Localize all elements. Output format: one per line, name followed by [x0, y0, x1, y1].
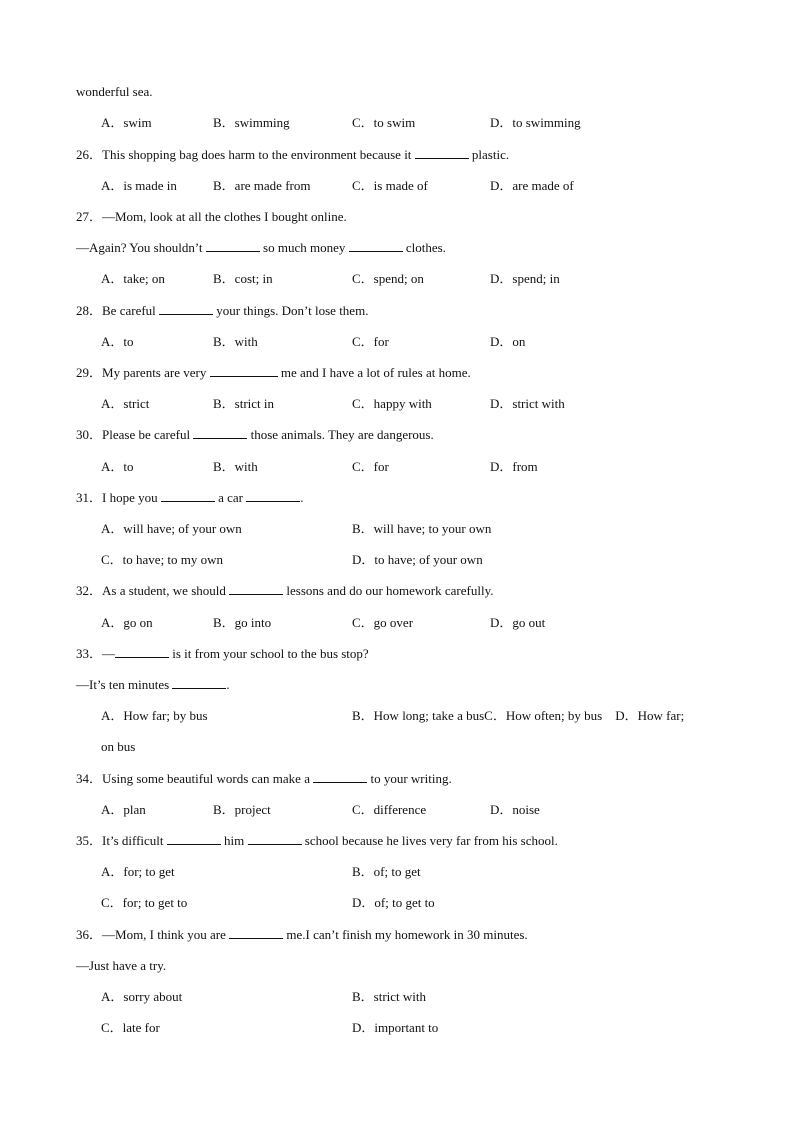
- answer-blank: [161, 490, 215, 502]
- q27-option-d: D．spend; in: [490, 271, 560, 286]
- q25-option-b: B．swimming: [213, 115, 290, 130]
- answer-blank: [313, 771, 367, 783]
- q27-question-line2: —Again? You shouldn’t so much money clothes.: [76, 240, 446, 255]
- q29-option-a: A．strict: [101, 396, 150, 411]
- q26-option-c: C．is made of: [352, 178, 428, 193]
- q36-option-c: C．late for: [101, 1020, 160, 1035]
- q36-question-line1: 36．—Mom, I think you are me.I can’t finish my homework in 30 minutes.: [76, 927, 528, 942]
- q29-option-b: B．strict in: [213, 396, 275, 411]
- q29-option-d: D．strict with: [490, 396, 565, 411]
- q25-continuation: wonderful sea.: [76, 84, 153, 99]
- q32-question: 32．As a student, we should lessons and do our homework carefully.: [76, 583, 494, 598]
- q31-option-d: D．to have; of your own: [352, 552, 483, 567]
- q34-option-b: B．project: [213, 802, 271, 817]
- q26-option-d: D．are made of: [490, 178, 574, 193]
- q31-option-c: C．to have; to my own: [101, 552, 224, 567]
- answer-blank: [193, 427, 247, 439]
- q36-option-a: A．sorry about: [101, 989, 183, 1004]
- q29-option-c: C．happy with: [352, 396, 432, 411]
- answer-blank: [172, 677, 226, 689]
- q31-question: 31．I hope you a car .: [76, 490, 304, 505]
- q35-question: 35．It’s difficult him school because he lives very far from his school.: [76, 833, 558, 848]
- q27-option-c: C．spend; on: [352, 271, 424, 286]
- answer-blank: [349, 240, 403, 252]
- q33-option-a: A．How far; by bus: [101, 708, 208, 723]
- q28-option-c: C．for: [352, 334, 389, 349]
- q28-option-a: A．to: [101, 334, 134, 349]
- q33-question-line1: 33．— is it from your school to the bus stop?: [76, 646, 369, 661]
- q30-option-d: D．from: [490, 459, 538, 474]
- q26-option-b: B．are made from: [213, 178, 311, 193]
- q32-option-d: D．go out: [490, 615, 546, 630]
- q32-option-b: B．go into: [213, 615, 272, 630]
- q28-option-d: D．on: [490, 334, 526, 349]
- q34-question: 34．Using some beautiful words can make a to your writing.: [76, 771, 452, 786]
- q27-option-a: A．take; on: [101, 271, 165, 286]
- answer-blank: [415, 147, 469, 159]
- answer-blank: [229, 927, 283, 939]
- q32-option-c: C．go over: [352, 615, 414, 630]
- q36-option-b: B．strict with: [352, 989, 427, 1004]
- q34-option-a: A．plan: [101, 802, 146, 817]
- q33-options-bcd: B．How long; take a busC．How often; by bus D．How far;: [352, 708, 685, 723]
- answer-blank: [229, 583, 283, 595]
- q35-option-b: B．of; to get: [352, 864, 421, 879]
- q36-question-line2: —Just have a try.: [76, 958, 167, 973]
- q36-option-d: D．important to: [352, 1020, 439, 1035]
- q35-option-a: A．for; to get: [101, 864, 175, 879]
- q30-option-c: C．for: [352, 459, 389, 474]
- q29-question: 29．My parents are very me and I have a lot of rules at home.: [76, 365, 471, 380]
- q34-option-d: D．noise: [490, 802, 540, 817]
- answer-blank: [115, 646, 169, 658]
- q32-option-a: A．go on: [101, 615, 153, 630]
- q28-question: 28．Be careful your things. Don’t lose them.: [76, 303, 369, 318]
- q35-option-d: D．of; to get to: [352, 895, 435, 910]
- q25-option-a: A．swim: [101, 115, 152, 130]
- q27-option-b: B．cost; in: [213, 271, 273, 286]
- q31-option-a: A．will have; of your own: [101, 521, 242, 536]
- q27-question-line1: 27．—Mom, look at all the clothes I bought online.: [76, 209, 347, 224]
- q34-option-c: C．difference: [352, 802, 427, 817]
- answer-blank: [159, 303, 213, 315]
- answer-blank: [210, 365, 278, 377]
- answer-blank: [246, 490, 300, 502]
- q28-option-b: B．with: [213, 334, 258, 349]
- q31-option-b: B．will have; to your own: [352, 521, 492, 536]
- q35-option-c: C．for; to get to: [101, 895, 188, 910]
- q26-question: 26．This shopping bag does harm to the environment because it plastic.: [76, 147, 510, 162]
- q26-option-a: A．is made in: [101, 178, 177, 193]
- q30-question: 30．Please be careful those animals. They are dangerous.: [76, 427, 434, 442]
- answer-blank: [206, 240, 260, 252]
- q25-option-c: C．to swim: [352, 115, 416, 130]
- answer-blank: [167, 833, 221, 845]
- q30-option-a: A．to: [101, 459, 134, 474]
- q33-option-d-continuation: on bus: [101, 739, 136, 754]
- q33-question-line2: —It’s ten minutes .: [76, 677, 230, 692]
- answer-blank: [248, 833, 302, 845]
- q30-option-b: B．with: [213, 459, 258, 474]
- q25-option-d: D．to swimming: [490, 115, 581, 130]
